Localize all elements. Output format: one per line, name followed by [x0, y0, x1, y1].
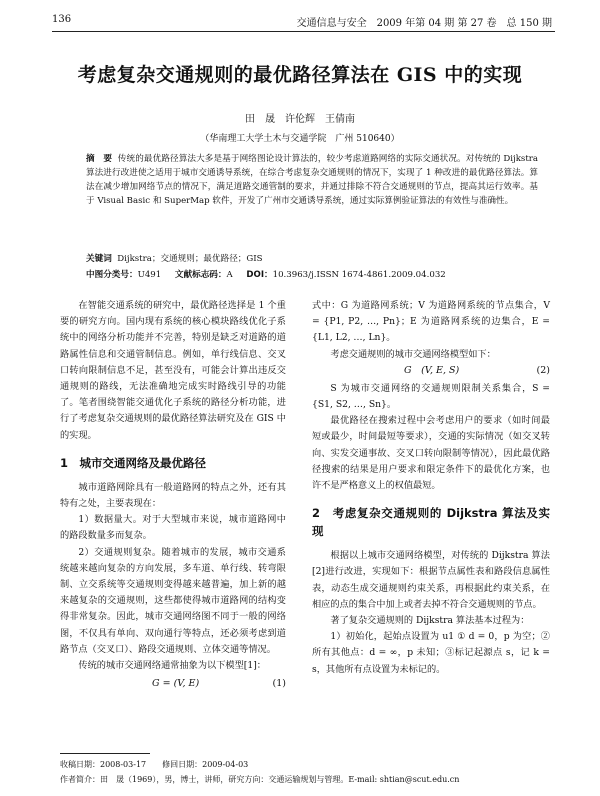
equation-2-body: G (V, E, S) — [404, 364, 460, 376]
s1-paragraph-1: 城市道路网除具有一般道路网的特点之外，还有其特有之处，主要表现在： — [60, 481, 286, 510]
keywords-label: 关键词 — [86, 254, 112, 264]
section-2-heading: 2 考虑复杂交通规则的 Dijkstra 算法及实现 — [312, 506, 550, 539]
doi-label: DOI： — [246, 270, 273, 280]
journal-header: 交通信息与安全 2009 年第 04 期 第 27 卷 总 150 期 — [296, 18, 552, 29]
footnote-rule — [60, 753, 150, 754]
equation-1-body: G = (V, E) — [152, 678, 200, 690]
abstract — [86, 152, 538, 208]
equation-2-number: (2) — [536, 364, 550, 376]
clc-value: U491 — [137, 270, 162, 280]
r-paragraph-3: S 为城市交通网络的交通规则限制关系集合，S = {S1, S2, …, Sn}。 — [312, 382, 550, 411]
keywords — [86, 252, 538, 264]
doc-code-label: 文献标志码： — [174, 270, 227, 280]
right-column — [312, 298, 550, 678]
authors: 田 晟 许伦辉 王倩南 — [245, 114, 355, 125]
header-rule — [52, 31, 555, 32]
s1-paragraph-4: 传统的城市交通网络通常抽象为以下模型[1]： — [78, 660, 266, 672]
r-paragraph-7: 1）初始化，起始点设置为 u1 ① d = 0，p 为空；②所有其他点：d = ∞，p 未知；③标记起源点 s，记 k = s，其他所有点设置为未标记的。 — [312, 631, 550, 675]
s1-paragraph-3: 2）交通规则复杂。随着城市的发展，城市交通系统越来越向复杂的方向发展，多车道、单行线、转弯限制、立交系统等交通规则变得越来越普遍，加上新的越来越复杂的交通规则，这些都使得城市道路网的结构变得非常复杂。因此，城市交通网络图不同于一般的网络图，不仅具有单向、双向通行等特点，还必须考虑到道路节点（交叉口）、路段交通规则、立体交通等情况。 — [60, 546, 286, 655]
left-column — [60, 298, 286, 694]
r-paragraph-5: 根据以上城市交通网络模型，对传统的 Dijkstra 算法[2]进行改进，实现如下：根据节点属性表和路段信息属性表，动态生成交通规则约束关系，再根据此约束关系，在相应的点的集合中加上或者去掉不符合交通规则的节点。 — [312, 550, 550, 610]
footnote-author: 作者简介：田 晟（1969），男，博士，讲师，研究方向：交通运输规划与管理。E-mail: shtian@scut.edu.cn — [60, 775, 460, 784]
intro-paragraph: 在智能交通系统的研究中，最优路径选择是 1 个重要的研究方向。国内现有系统的核心模块路线优化子系统中的网络分析功能并不完善，特别是缺乏对道路的道路属性信息和交通管制信息。例如，单行线信息、交叉口转向限制信息不足，甚至没有，可能会计算出违反交通规则的路线，无法准确地完成实时路线引导的功能了。笔者围绕智能交通优化子系统的路径分析功能，进行了考虑复杂交通规则的最优路径算法研究及在 GIS 中的实现。 — [60, 300, 286, 441]
doc-code-value: A — [226, 270, 233, 280]
keywords-text: Dijkstra；交通规则；最优路径；GIS — [117, 254, 263, 264]
r-paragraph-1: 式中：G 为道路网系统；V 为道路网系统的节点集合，V = {P1, P2, …, Pn}；E 为道路网系统的边集合，E = {L1, L2, …, Ln}。 — [312, 300, 550, 344]
r-paragraph-2: 考虑交通规则的城市交通网络模型如下： — [330, 348, 496, 360]
abstract-text: 传统的最优路径算法大多是基于网络图论设计算法的，较少考虑道路网络的实际交通状况。对传统的 Dijkstra 算法进行改进使之适用于城市交通诱导系统，在综合考虑复杂交通规则的情况下，实现了 1 种改进的最优路径算法。算法在减少增加网络节点的情况下，满足道路交通管制的要求，并通过排除不符合交通规则的节点，提高其运行效率。基于 Visual Basic 和 SuperMap 软件，开发了广州市交通诱导系统，通过实际算例验证算法的有效性与准确性。 — [86, 154, 539, 206]
classification — [86, 268, 538, 280]
r-paragraph-6: 著了复杂交通规则的 Dijkstra 算法基本过程为： — [330, 615, 530, 627]
s1-paragraph-2: 1）数据量大。对于大型城市来说，城市道路网中的路段数量多而复杂。 — [60, 514, 286, 542]
equation-1-number: (1) — [272, 678, 286, 690]
affiliation: （华南理工大学土木与交通学院 广州 510640） — [200, 134, 400, 144]
paper-title: 考虑复杂交通规则的最优路径算法在 GIS 中的实现 — [77, 64, 523, 86]
equation-2 — [312, 363, 550, 381]
clc-label: 中图分类号： — [86, 270, 138, 280]
equation-1 — [60, 676, 286, 694]
page-number: 136 — [52, 14, 72, 25]
r-paragraph-4: 最优路径在搜索过程中会考虑用户的要求（如时间最短或最少，时间最短等要求），交通的实际情况（如交叉转向、实发交通事故、交叉口转向限制等情况），因此最优路径搜索的结果是用户要求和限定条件下的最优化方案，也许不是严格意义上的权值最短。 — [312, 415, 550, 492]
abstract-label: 摘 要 — [86, 154, 113, 164]
section-1-heading: 1 城市交通网络及最优路径 — [60, 455, 207, 470]
footnote-received: 收稿日期：2008-03-17 修回日期：2009-04-03 — [60, 760, 249, 769]
doi-value: 10.3963/j.ISSN 1674-4861.2009.04.032 — [272, 270, 446, 280]
